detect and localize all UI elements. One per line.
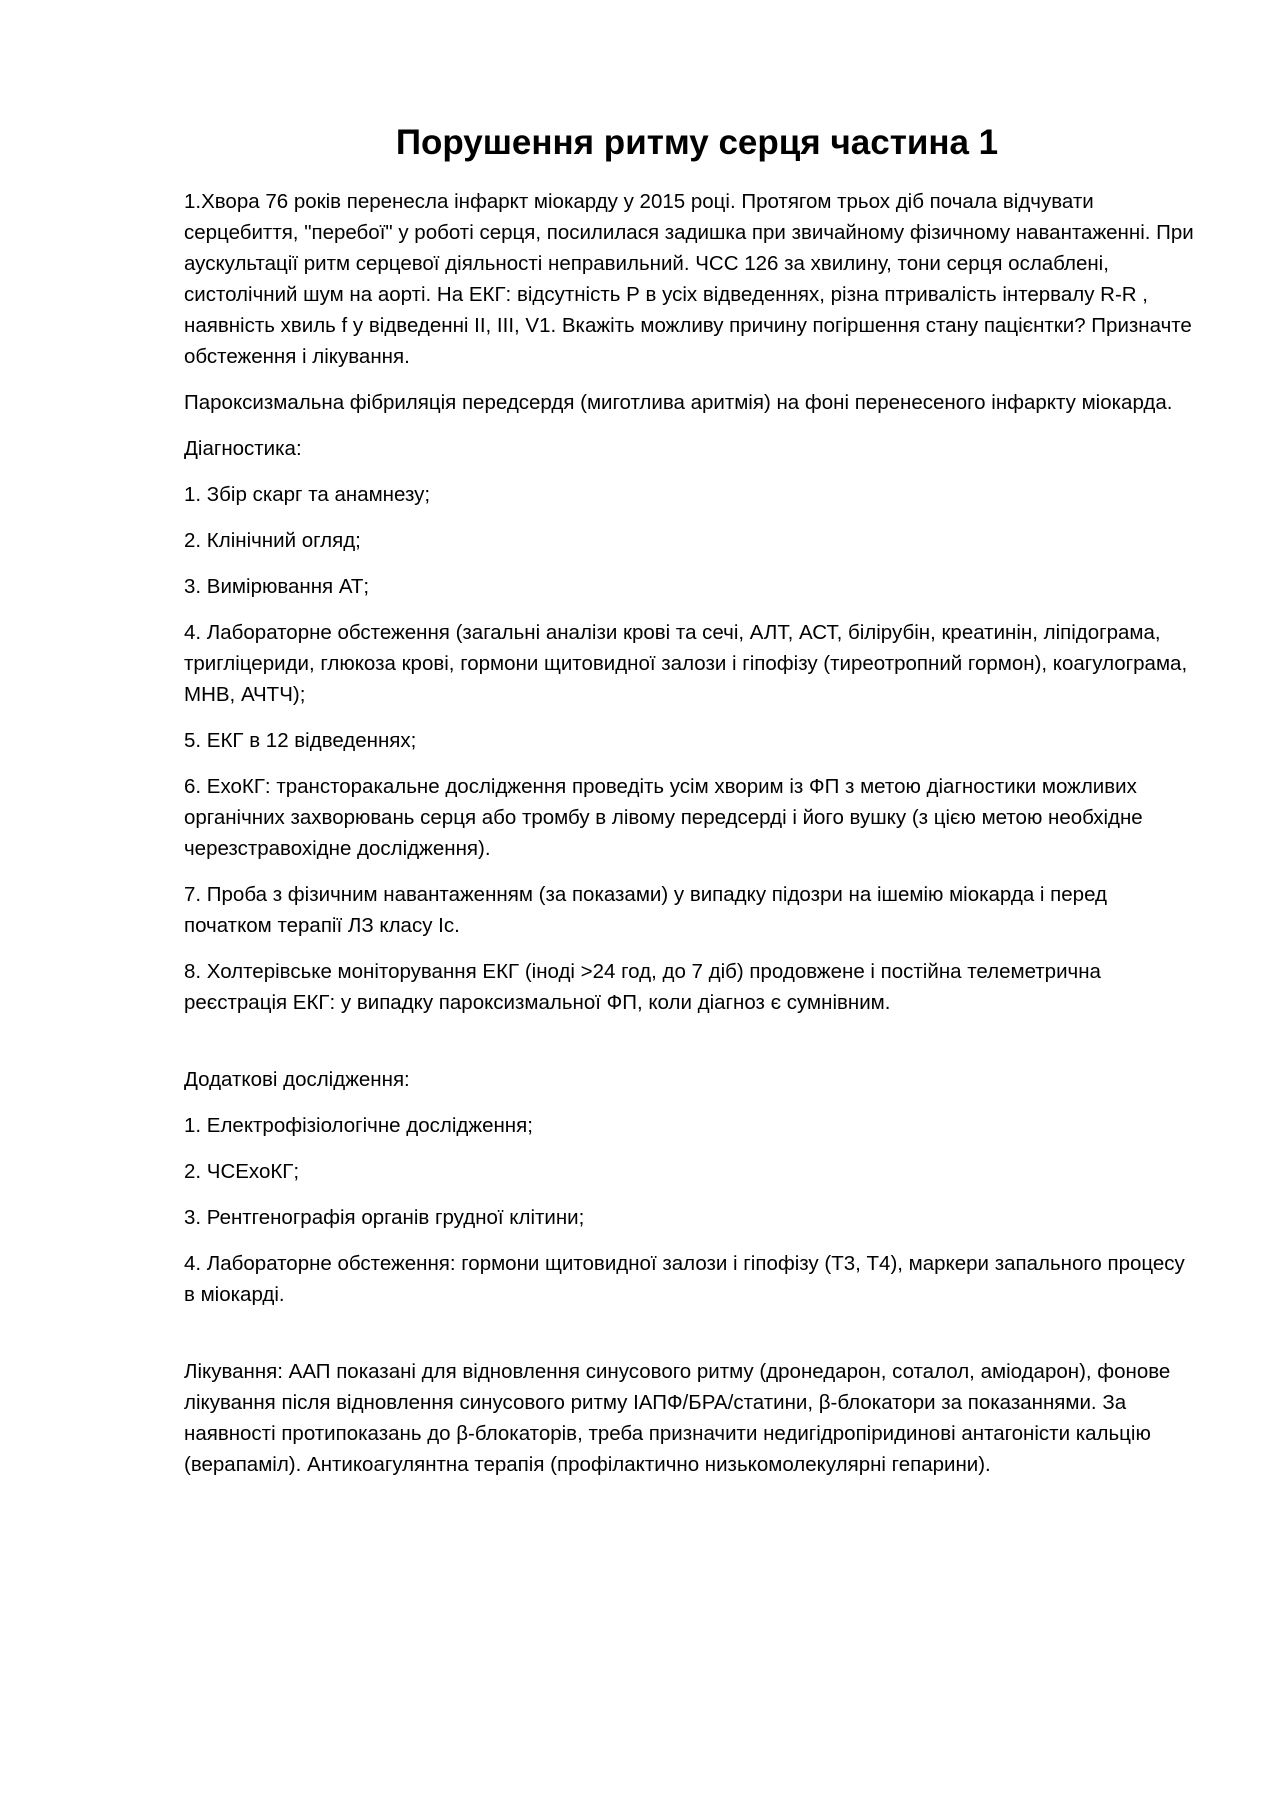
additional-item: 3. Рентгенографія органів грудної клітини; xyxy=(184,1206,585,1229)
diagnostics-item: 2. Клінічний огляд; xyxy=(184,529,361,552)
diagnostics-item: 4. Лабораторне обстеження (загальні аналізи крові та сечі, АЛТ, АСТ, білірубін, креатинін, ліпідограма, тригліцериди, глюкоза крові, гормони щитовидної залози і гіпофізу (тиреотропний гормон), коагулограма, МНВ, АЧТЧ); xyxy=(184,621,1188,706)
diagnostics-item: 3. Вимірювання АТ; xyxy=(184,575,370,598)
additional-item: 2. ЧСЕхоКГ; xyxy=(184,1160,300,1183)
diagnostics-item: 6. ЕхоКГ: трансторакальне дослідження проведіть усім хворим із ФП з метою діагностики можливих органічних захворювань серця або тромбу в лівому передсерді і його вушку (з цією метою необхідне черезстравохідне дослідження). xyxy=(184,775,1143,860)
document-body xyxy=(184,118,1194,1495)
additional-item: 4. Лабораторне обстеження: гормони щитовидної залози і гіпофізу (Т3, Т4), маркери запального процесу в міокарді. xyxy=(184,1252,1185,1306)
additional-item: 1. Електрофізіологічне дослідження; xyxy=(184,1114,533,1137)
diagnosis-paragraph: Пароксизмальна фібриляція передсердя (миготлива аритмія) на фоні перенесеного інфаркту міокарда. xyxy=(184,391,1173,414)
page-title: Порушення ритму серця частина 1 xyxy=(395,123,999,162)
diagnostics-item: 5. ЕКГ в 12 відведеннях; xyxy=(184,729,417,752)
diagnostics-item: 8. Холтерівське моніторування ЕКГ (іноді >24 год, до 7 діб) продовжене і постійна телеметрична реєстрація ЕКГ: у випадку пароксизмальної ФП, коли діагноз є сумнівним. xyxy=(184,960,1101,1014)
additional-heading: Додаткові дослідження: xyxy=(184,1068,410,1091)
case-description: 1.Хвора 76 років перенесла інфаркт міокарду у 2015 році. Протягом трьох діб почала відчувати серцебиття, "перебої" у роботі серця, посилилася задишка при звичайному фізичному навантаженні. При аускультації ритм серцевої діяльності неправильний. ЧСС 126 за хвилину, тони серця ослаблені, систолічний шум на аорті. На ЕКГ: відсутність Р в усіх відведеннях, різна птривалість інтервалу R-R , наявність хвиль f у відведенні II, III, V1. Вкажіть можливу причину погіршення стану пацієнтки? Призначте обстеження і лікування. xyxy=(184,190,1194,368)
diagnostics-item: 1. Збір скарг та анамнезу; xyxy=(184,483,431,506)
diagnostics-heading: Діагностика: xyxy=(184,437,302,460)
blank-line xyxy=(184,1325,1194,1356)
diagnostics-item: 7. Проба з фізичним навантаженням (за показами) у випадку підозри на ішемію міокарда і перед початком терапії ЛЗ класу Ic. xyxy=(184,883,1107,937)
treatment-paragraph: Лікування: ААП показані для відновлення синусового ритму (дронедарон, соталол, аміодарон), фонове лікування після відновлення синусового ритму ІАПФ/БРА/статини, β-блокатори за показаннями. За наявності протипоказань до β-блокаторів, треба призначити недигідропіридинові антагоністи кальцію (верапаміл). Антикоагулянтна терапія (профілактично низькомолекулярні гепарини). xyxy=(184,1360,1171,1476)
blank-line xyxy=(184,1033,1194,1064)
